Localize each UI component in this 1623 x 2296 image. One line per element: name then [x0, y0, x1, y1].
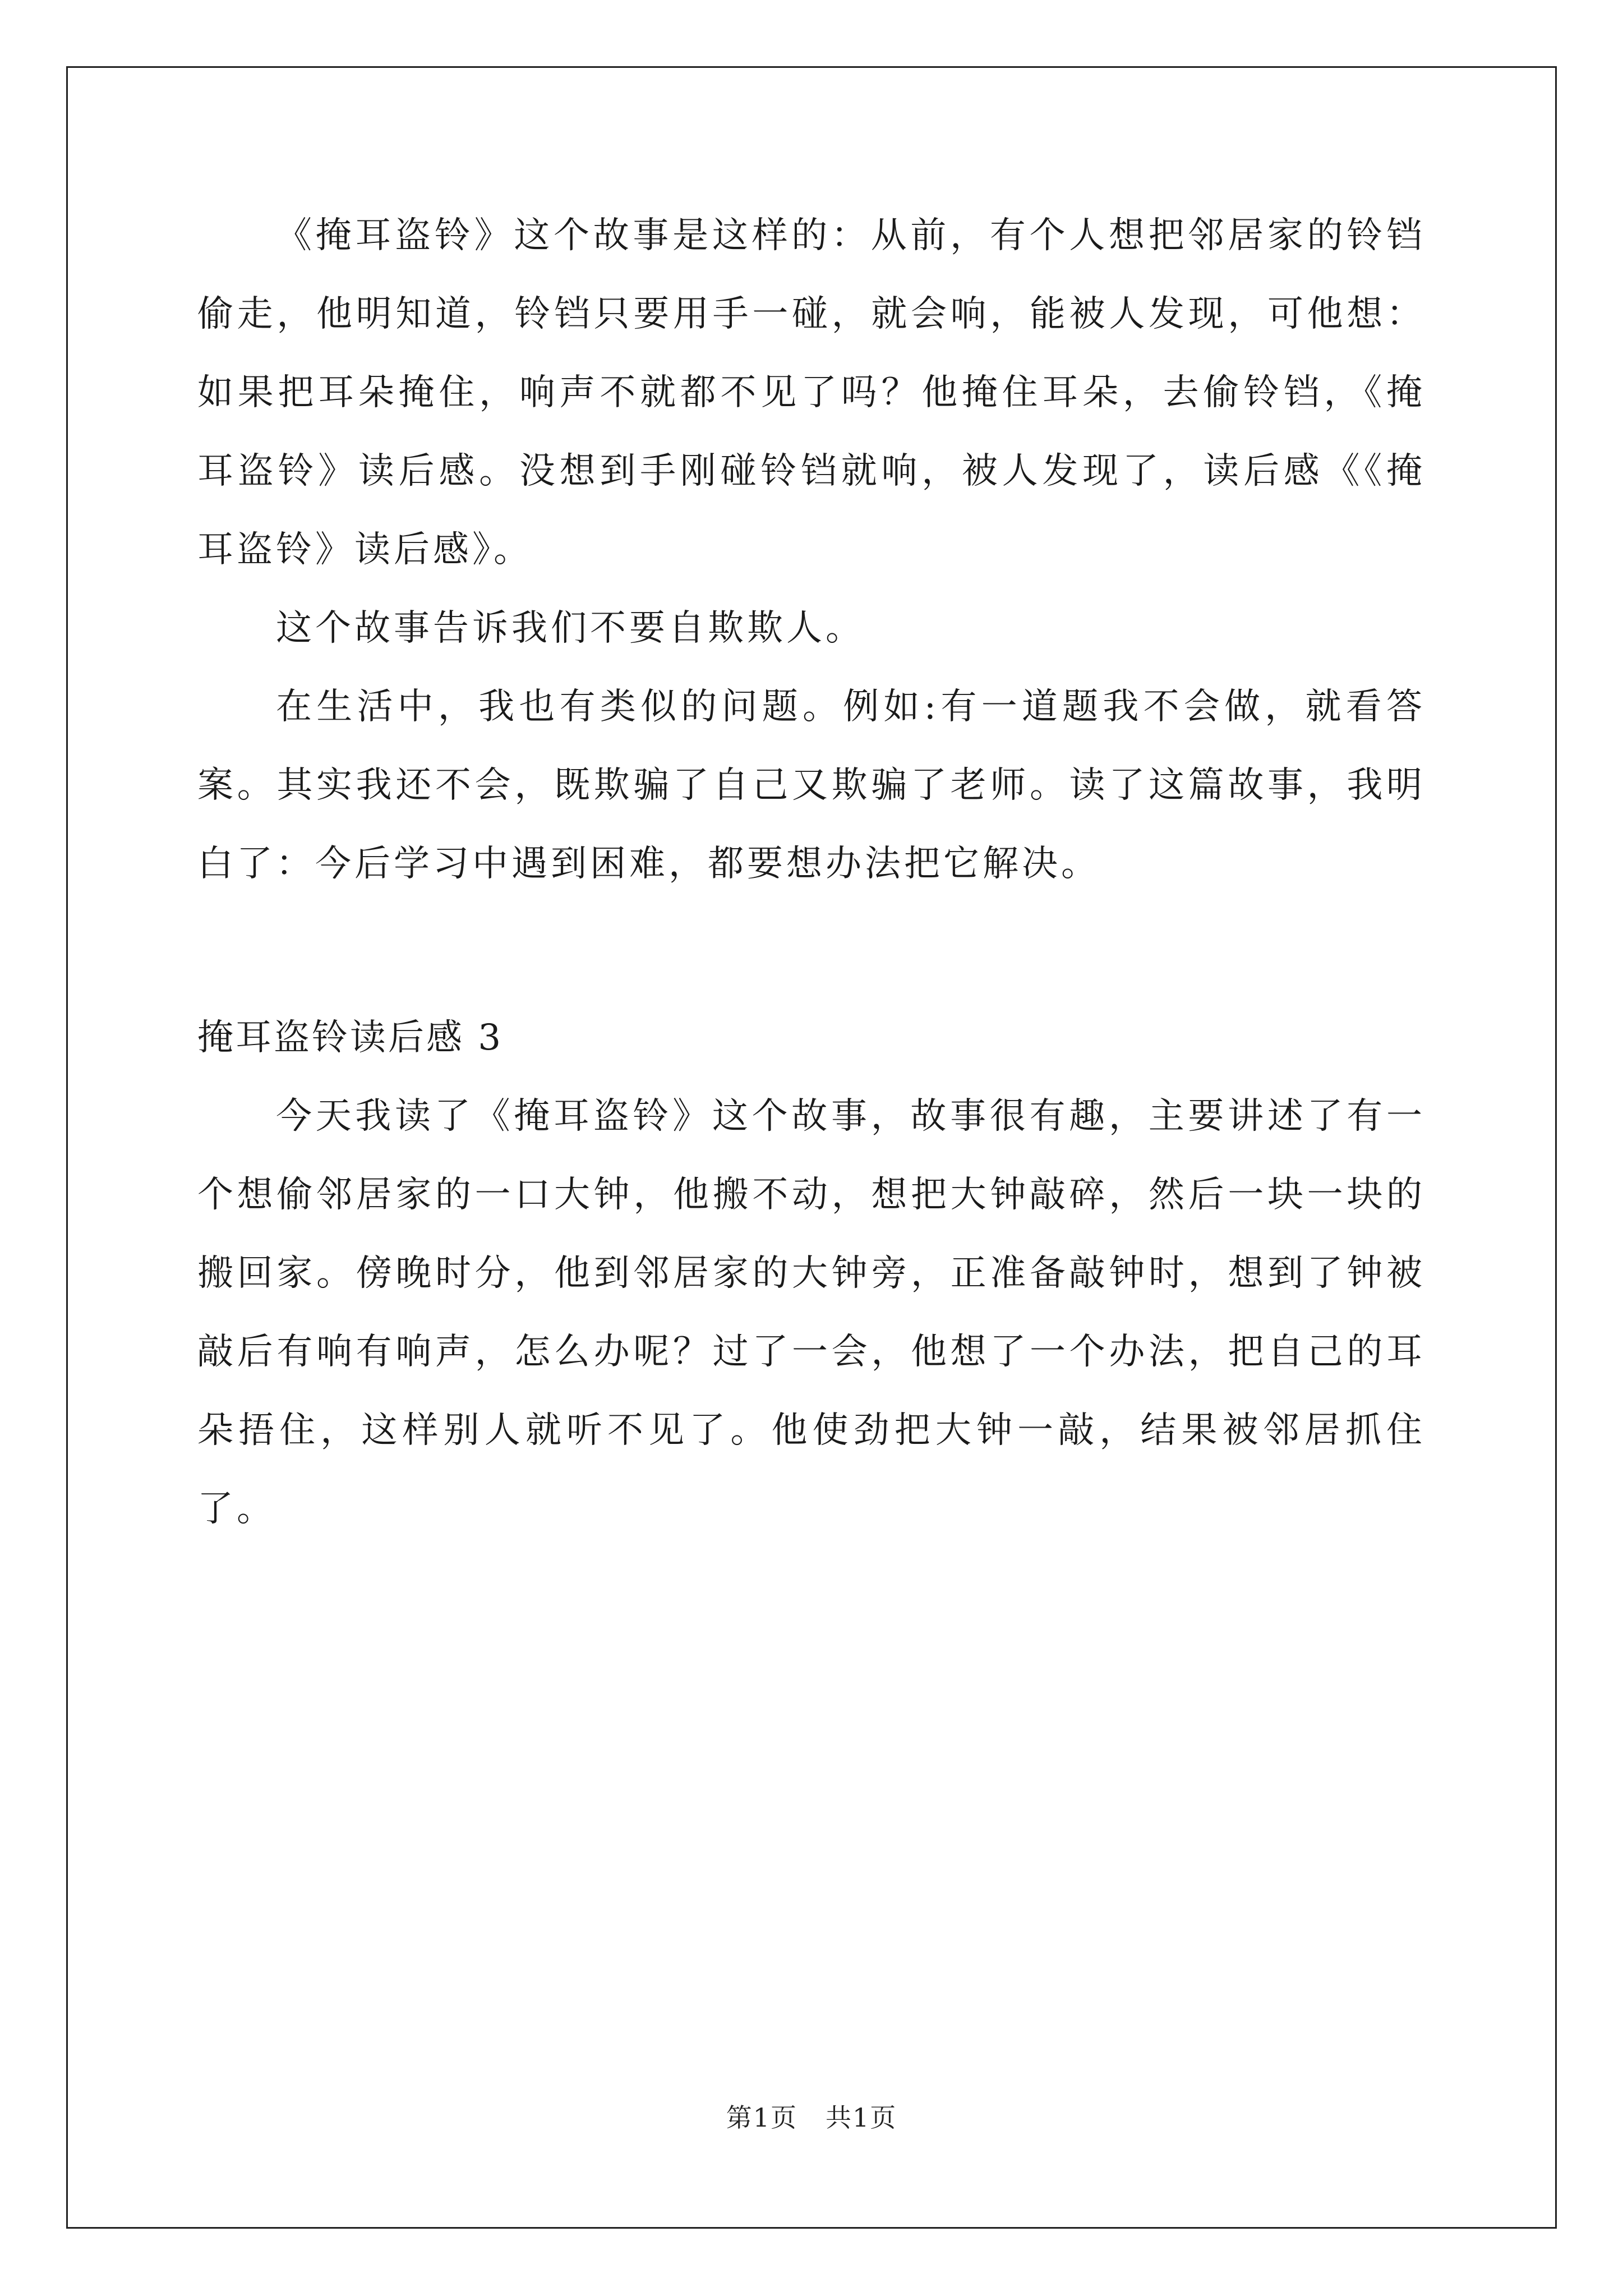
page-footer: [0, 2101, 1623, 2134]
paragraph-story-summary: 《掩耳盗铃》这个故事是这样的：从前，有个人想把邻居家的铃铛偷走，他明知道，铃铛只要用手一碰，就会响，能被人发现，可他想：如果把耳朵掩住，响声不就都不见了吗？他掩住耳朵，去偷铃铛，《掩耳盗铃》读后感。没想到手刚碰铃铛就响，被人发现了，读后感《《掩耳盗铃》读后感》。: [197, 215, 1426, 570]
section-spacer: [197, 903, 1426, 999]
paragraph-bell-story: 今天我读了《掩耳盗铃》这个故事，故事很有趣，主要讲述了有一个想偷邻居家的一口大钟，他搬不动，想把大钟敲碎，然后一块一块的搬回家。傍晚时分，他到邻居家的大钟旁，正准备敲钟时，想到了钟被敲后有响有响声，怎么办呢？过了一会，他想了一个办法，把自己的耳朵捂住，这样别人就听不见了。他使劲把大钟一敲，结果被邻居抓住了。: [197, 1096, 1426, 1530]
section-heading: 掩耳盗铃读后感 3: [197, 1017, 504, 1059]
document-body: [197, 196, 1426, 1548]
page-total: 共1页: [826, 2102, 897, 2133]
page-number: 第1页: [726, 2102, 797, 2133]
paragraph-personal-reflection: 在生活中，我也有类似的问题。例如:有一道题我不会做，就看答案。其实我还不会，既欺骗了自己又欺骗了老师。读了这篇故事，我明白了：今后学习中遇到困难，都要想办法把它解决。: [197, 686, 1426, 885]
paragraph-lesson: 这个故事告诉我们不要自欺欺人。: [276, 608, 865, 649]
